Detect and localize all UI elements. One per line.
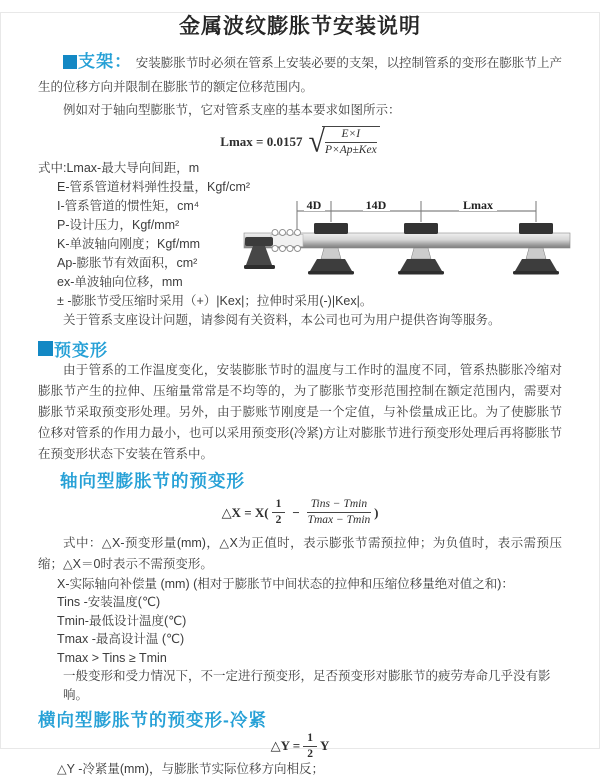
dimension-label-lmax: Lmax: [463, 197, 493, 212]
support-intro-text: 安装膨胀节时必须在管系上安装必要的支架，以控制管系的变形在膨胀节上产生的位移方向并限制在膨胀节的额定位移范围内。: [38, 56, 562, 94]
predeform-section-heading: [38, 337, 562, 360]
minus-operator: −: [292, 504, 300, 520]
one-half-numerator: 1: [272, 498, 286, 513]
radical-sign: √: [308, 123, 325, 159]
one-half-numerator: 1: [303, 732, 317, 747]
guide-support: [398, 223, 444, 275]
guide-support: [513, 223, 559, 275]
axial-explain-paragraph: 式中：△X-预变形量(mm)，△X为正值时，表示膨张节需预拉伸；为负值时，表示需预压缩；△X＝0时表示不需预变形。: [38, 535, 562, 571]
param-line: Tins -安装温度(℃): [57, 595, 161, 609]
definitions-and-diagram: [38, 159, 562, 330]
definition-line: ± -膨胀节受压缩时采用（+）|Kex|；拉伸时采用(-)|Kex|。: [57, 293, 373, 308]
one-half-fraction: [272, 498, 286, 527]
dy-formula-lhs: △Y =: [270, 738, 301, 753]
support-example-line: 例如对于轴向型膨胀节，它对管系支座的基本要求如图所示：: [63, 103, 401, 117]
lmax-fraction-denominator: P×Ap±Kex: [324, 144, 377, 156]
lmax-formula-lhs: Lmax = 0.0157: [220, 133, 303, 149]
bellows-icon: [271, 229, 303, 251]
blue-square-icon: [38, 341, 53, 356]
lateral-subsection-heading: 横向型膨胀节的预变形-冷紧: [38, 710, 267, 730]
lateral-predeform-formula: [38, 732, 562, 760]
param-line: X-实际轴向补偿量 (mm) (相对于膨胀节中间状态的拉伸和压缩位移量绝对值之和)：: [57, 576, 514, 591]
document-page: [0, 12, 600, 776]
pipe-support-diagram: [244, 197, 574, 285]
one-half-fraction: [303, 732, 317, 761]
dimension-label-14d: 14D: [365, 197, 387, 212]
definition-line: K-单波轴向刚度；Kgf/mm: [57, 236, 201, 251]
param-line: Tmax -最高设计温 (℃): [57, 632, 185, 646]
definition-line: P-设计压力，Kgf/mm²: [57, 217, 180, 232]
guide-support: [308, 223, 354, 275]
lmax-fraction-numerator: E×I: [325, 128, 377, 143]
dy-formula-rhs: Y: [319, 738, 330, 753]
axial-subsection-heading: 轴向型膨胀节的预变形: [60, 470, 245, 491]
lmax-fraction: [325, 128, 377, 157]
dx-formula-rhs: ): [374, 504, 379, 520]
temperature-fraction-numerator: Tins − Tmin: [307, 498, 371, 513]
param-line: Tmin-最低设计温度(℃): [57, 613, 187, 628]
blue-square-icon: [63, 55, 77, 69]
one-half-denominator: 2: [275, 514, 282, 526]
support-section-heading: [63, 52, 133, 71]
predeform-heading-label: 预变形: [54, 340, 108, 360]
lmax-formula: [38, 125, 562, 159]
definition-line: 式中:Lmax-最大导向间距，m: [38, 160, 200, 175]
definition-line: ex-单波轴向位移，mm: [57, 274, 183, 289]
page-title: 金属波纹膨胀节安装说明: [179, 15, 421, 38]
dimension-label-4d: 4D: [306, 197, 322, 212]
support-intro-paragraph: [38, 50, 562, 99]
param-line: Tmax > Tins ≥ Tmin: [57, 650, 167, 665]
predeform-body-paragraph: 由于管系的工作温度变化，安装膨胀节时的温度与工作时的温度不同，管系热膨胀冷缩对膨胀节产生的拉伸、压缩量常常是不均等的，为了膨胀节变形范围控制在额定范围内，需要对膨胀节采取预变形处理。另外，由于膨账节刚度是一个定值，与补偿量成正比。为了使膨胀节位移对管系的作用力最小，也可以采用预变形(冷紧)方让对膨胀节进行预变形处理后再将膨胀节在预变形状态下安装在管系中。: [38, 362, 562, 461]
definition-line: Ap-膨胀节有效面积，cm²: [57, 255, 198, 270]
definition-line: E-管系管道材料弹性投量，Kgf/cm²: [57, 179, 251, 194]
support-note-line: 关于管系支座设计问题，请参阅有关资料，本公司也可为用户提供咨询等服务。: [63, 312, 501, 327]
lateral-note-line: △Y -冷紧量(mm)，与膨胀节实际位移方向相反；: [57, 762, 325, 776]
axial-note-line: 一般变形和受力情况下，不一定进行预变形，足否预变形对膨胀节的疲劳寿命几乎没有影响。: [63, 669, 551, 702]
axial-predeform-formula: [38, 495, 562, 531]
temperature-fraction-denominator: Tmax − Tmin: [307, 514, 371, 526]
anchor-support: [244, 237, 275, 269]
definition-line: I-管系管道的惯性矩，cm⁴: [57, 198, 200, 213]
temperature-fraction: [307, 498, 371, 527]
dx-formula-lhs: △X = X(: [221, 504, 269, 520]
one-half-denominator: 2: [307, 747, 313, 760]
support-heading-label: 支架：: [78, 52, 133, 71]
lmax-formula-radicand: [322, 126, 380, 157]
